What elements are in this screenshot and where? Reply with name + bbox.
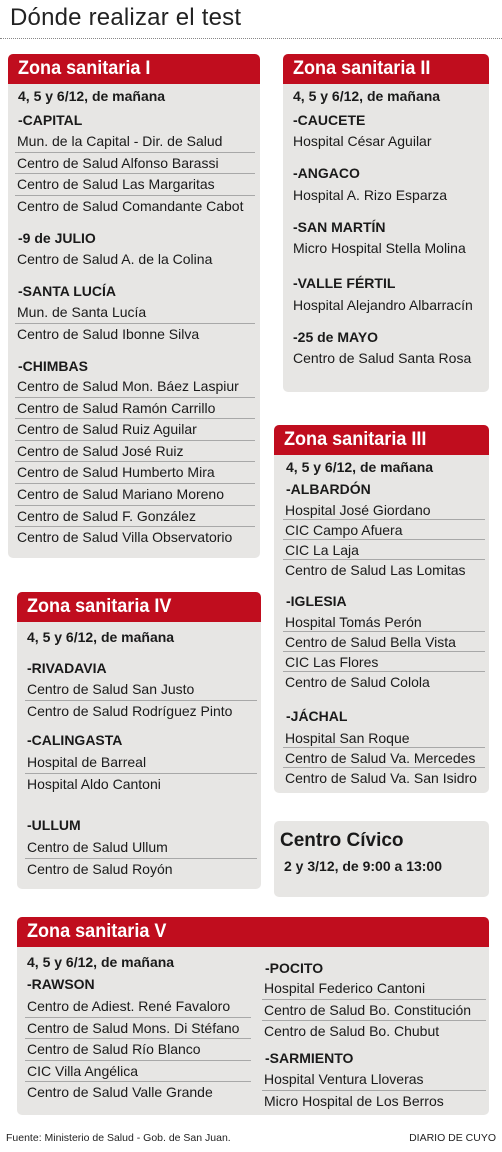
list-item: Hospital A. Rizo Esparza [293,187,448,203]
list-item: Mun. de Santa Lucía [15,302,255,324]
list-ullum [25,837,257,880]
list-item: Centro de Salud A. de la Colina [17,251,213,267]
list-item: Centro de Salud Humberto Mira [15,462,255,484]
location-calingasta: -CALINGASTA [27,732,123,748]
zone-4-dates: 4, 5 y 6/12, de mañana [27,629,175,645]
location-angaco: -ANGACO [293,165,360,181]
zone-2-dates: 4, 5 y 6/12, de mañana [293,88,441,104]
list-santa-lucia [15,302,255,345]
title-divider [0,38,502,39]
zone-1-dates: 4, 5 y 6/12, de mañana [18,88,166,104]
location-albardon: -ALBARDÓN [286,481,371,497]
list-item: Micro Hospital Stella Molina [293,240,466,256]
list-item: Centro de Salud Río Blanco [25,1039,251,1061]
list-item: Hospital César Aguilar [293,133,432,149]
location-capital: -CAPITAL [18,112,83,128]
location-sarmiento: -SARMIENTO [265,1050,354,1066]
list-item: Centro de Salud Santa Rosa [293,350,472,366]
list-rawson [25,996,251,1104]
list-item: Centro de Salud San Justo [25,679,257,701]
list-item: Centro de Salud Mon. Báez Laspiur [15,376,255,398]
list-item: CIC Las Flores [283,652,485,672]
list-capital [15,131,255,217]
location-pocito: -POCITO [265,960,324,976]
zone-2-box [283,54,489,392]
list-item: Hospital Aldo Cantoni [27,775,161,792]
list-item: CIC Campo Afuera [283,520,485,540]
list-item: Centro de Salud Alfonso Barassi [15,153,255,175]
list-item: Centro de Salud Villa Observatorio [17,529,233,546]
zone-4-header: Zona sanitaria IV [17,592,261,622]
list-item: Centro de Salud Las Lomitas [285,562,466,578]
location-25-de-mayo: -25 de MAYO [293,329,379,345]
location-jachal: -JÁCHAL [286,708,348,724]
list-item: Hospital Tomás Perón [283,612,485,632]
list-item: Centro de Salud Mons. Di Stéfano [25,1018,251,1040]
list-item: Centro de Salud Ullum [25,837,257,859]
footer-source: Fuente: Ministerio de Salud - Gob. de San Juan. [6,1132,231,1144]
location-caucete: -CAUCETE [293,112,366,128]
list-item: Centro de Salud Bo. Constitución [262,1000,486,1022]
list-san-martin [291,238,485,260]
zone-5-header: Zona sanitaria V [17,917,489,947]
location-rivadavia: -RIVADAVIA [27,660,107,676]
list-item: Centro de Salud Valle Grande [27,1084,213,1101]
list-item: Centro de Salud Ramón Carrillo [15,398,255,420]
location-santa-lucia: -SANTA LUCÍA [18,283,116,299]
list-item: Centro de Salud Va. San Isidro [285,770,477,786]
list-item: Centro de Salud F. González [15,506,255,528]
list-item: Hospital Alejandro Albarracín [293,297,473,313]
list-pocito [262,978,486,1043]
list-item: Hospital José Giordano [283,500,485,520]
zone-2-header: Zona sanitaria II [283,54,489,84]
centro-civico-dates: 2 y 3/12, de 9:00 a 13:00 [284,858,442,874]
centro-civico-box [274,821,489,897]
list-calingasta [25,752,257,795]
list-item: Centro de Salud Comandante Cabot [17,197,244,214]
list-item: Centro de Salud Ibonne Silva [17,325,200,342]
list-item: Mun. de la Capital - Dir. de Salud [15,131,255,153]
zone-5-dates: 4, 5 y 6/12, de mañana [27,954,175,970]
list-caucete [291,131,485,153]
list-valle-fertil [291,295,485,317]
list-item: Centro de Salud José Ruiz [15,441,255,463]
list-item: Hospital San Roque [283,728,485,748]
list-item: Centro de Salud Colola [285,674,430,690]
list-item: Micro Hospital de Los Berros [264,1092,444,1109]
location-rawson: -RAWSON [27,976,95,992]
list-chimbas [15,376,255,549]
list-25-de-mayo [291,348,485,370]
list-item: Centro de Salud Mariano Moreno [15,484,255,506]
zone-3-box [274,425,489,793]
list-jachal [283,728,485,788]
list-rivadavia [25,679,257,722]
list-item: Centro de Salud Ruiz Aguilar [15,419,255,441]
zone-3-dates: 4, 5 y 6/12, de mañana [286,459,434,475]
list-9-de-julio [15,249,255,271]
location-9-de-julio: -9 de JULIO [18,230,96,246]
location-iglesia: -IGLESIA [286,593,347,609]
zone-1-header: Zona sanitaria I [8,54,260,84]
list-item: CIC La Laja [283,540,485,560]
list-item: Centro de Salud Bo. Chubut [264,1023,440,1040]
list-item: Hospital Ventura Lloveras [262,1069,486,1091]
zone-1-box [8,54,260,558]
zone-4-box [17,592,261,889]
list-albardon [283,500,485,580]
list-item: CIC Villa Angélica [25,1061,251,1083]
list-item: Centro de Salud Bella Vista [283,632,485,652]
list-item: Centro de Salud Las Margaritas [15,174,255,196]
list-item: Centro de Salud Va. Mercedes [283,748,485,768]
page-title: Dónde realizar el test [10,4,242,31]
footer-credit: DIARIO DE CUYO [409,1132,496,1144]
list-item: Centro de Salud Rodríguez Pinto [27,702,233,719]
list-angaco [291,185,485,207]
list-sarmiento [262,1069,486,1112]
list-item: Centro de Salud Royón [27,860,173,877]
list-item: Hospital de Barreal [25,752,257,774]
location-chimbas: -CHIMBAS [18,358,88,374]
list-item: Hospital Federico Cantoni [262,978,486,1000]
location-valle-fertil: -VALLE FÉRTIL [293,275,396,291]
location-ullum: -ULLUM [27,817,81,833]
centro-civico-title: Centro Cívico [280,830,404,851]
zone-5-box [17,917,489,1115]
list-item: Centro de Adiest. René Favaloro [25,996,251,1018]
zone-3-header: Zona sanitaria III [274,425,489,455]
location-san-martin: -SAN MARTÍN [293,219,386,235]
list-iglesia [283,612,485,692]
